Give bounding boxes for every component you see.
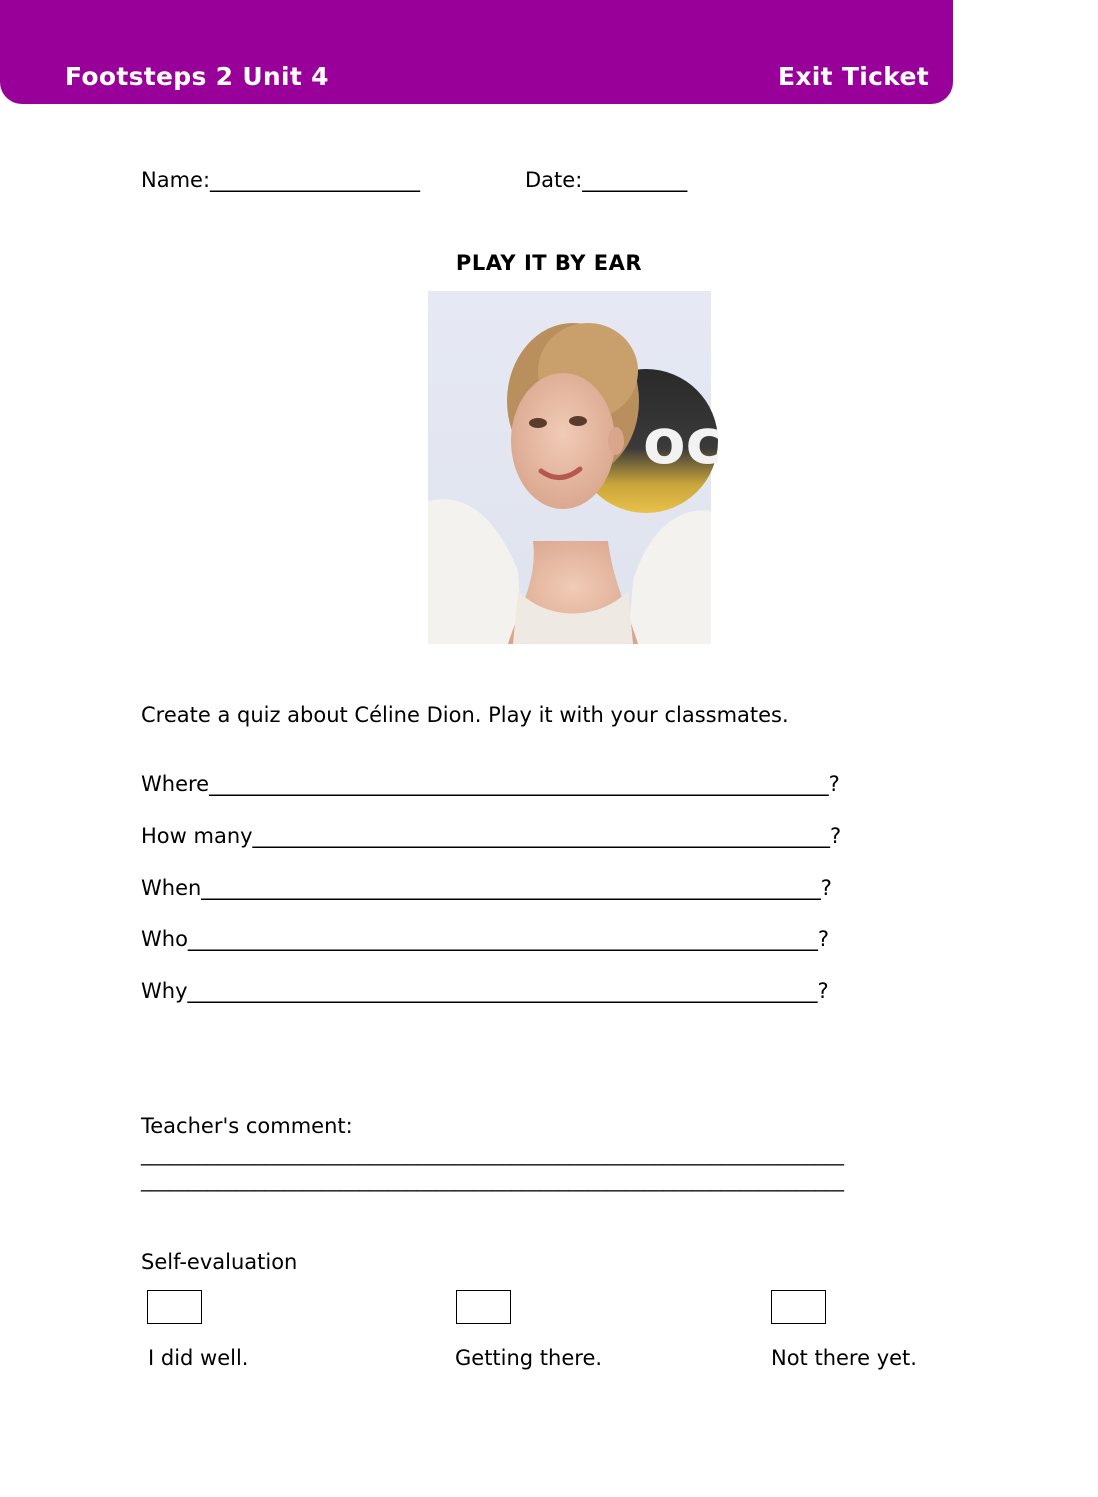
getting-there-label: Getting there. xyxy=(455,1346,603,1370)
question-where-field[interactable]: Where___________________________________________________________? xyxy=(141,772,840,796)
did-well-label: I did well. xyxy=(148,1346,249,1370)
svg-text:oc: oc xyxy=(643,405,723,478)
question-why-field[interactable]: Why____________________________________________________________? xyxy=(141,979,829,1003)
portrait-photo-icon xyxy=(428,291,723,644)
header-bar xyxy=(0,0,953,104)
quiz-instruction: Create a quiz about Céline Dion. Play it with your classmates. xyxy=(141,703,789,727)
question-when-field[interactable]: When___________________________________________________________? xyxy=(141,876,832,900)
teacher-comment-line-2[interactable]: __________________________________________________________________________ xyxy=(141,1170,844,1192)
not-there-yet-label: Not there yet. xyxy=(771,1346,917,1370)
self-evaluation-label: Self-evaluation xyxy=(141,1250,298,1274)
portrait-photo xyxy=(428,291,723,644)
teacher-comment-line-1[interactable]: __________________________________________________________________________ xyxy=(141,1144,844,1166)
getting-there-checkbox[interactable] xyxy=(456,1290,511,1324)
worksheet-title: PLAY IT BY EAR xyxy=(455,251,643,275)
date-field[interactable]: Date:__________ xyxy=(525,168,688,192)
did-well-checkbox[interactable] xyxy=(147,1290,202,1324)
question-who-field[interactable]: Who____________________________________________________________? xyxy=(141,927,830,951)
header-exit-ticket-title: Exit Ticket xyxy=(777,62,929,91)
not-there-yet-checkbox[interactable] xyxy=(771,1290,826,1324)
question-how-many-field[interactable]: How many_______________________________________________________? xyxy=(141,824,842,848)
header-unit-title: Footsteps 2 Unit 4 xyxy=(65,62,329,91)
teacher-comment-label: Teacher's comment: xyxy=(141,1114,353,1138)
name-field[interactable]: Name:____________________ xyxy=(141,168,421,192)
